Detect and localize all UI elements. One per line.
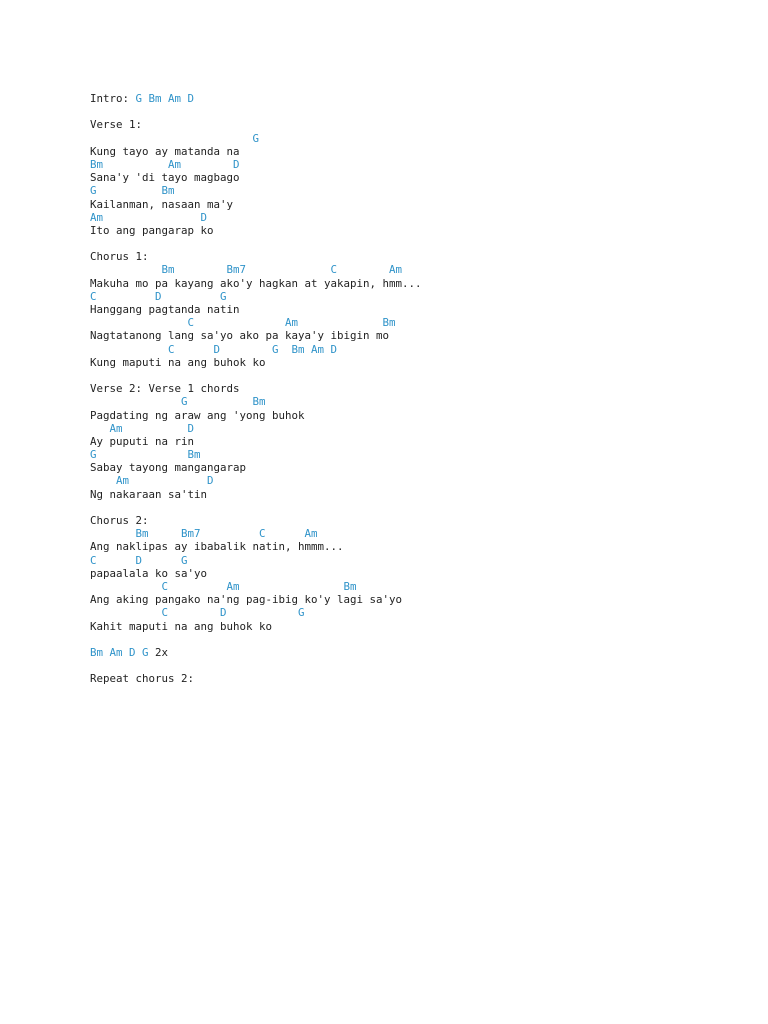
lyric-text: Verse 2: Verse 1 chords — [90, 382, 240, 396]
chord-text: Bm Am D G — [90, 645, 149, 659]
chord-line — [90, 474, 750, 487]
chord-line — [90, 132, 750, 145]
chord-text: C D G — [90, 553, 188, 567]
lyric-text: Verse 1: — [90, 118, 143, 132]
lyric-text: 2x — [148, 645, 169, 659]
lyric-line — [90, 250, 750, 263]
lyric-text: Hanggang pagtanda natin — [90, 303, 240, 316]
lyric-text: Nagtatanong lang sa'yo ako pa kaya'y ibigin mo — [90, 329, 390, 343]
blank-line — [90, 237, 750, 250]
lyric-text: Sabay tayong mangangarap — [90, 461, 247, 475]
lyric-line — [90, 145, 750, 158]
chord-text: C Am Bm — [90, 316, 396, 330]
lyric-text: Kung maputi na ang buhok ko — [90, 355, 266, 369]
lyric-line — [90, 277, 750, 290]
chord-text: C D G Bm Am D — [90, 342, 338, 356]
lyric-line — [90, 620, 750, 633]
lyric-line — [90, 118, 750, 131]
lyric-text: Kailanman, nasaan ma'y — [90, 197, 234, 211]
lyric-text: Ang aking pangako na'ng pag-ibig ko'y lagi sa'yo — [90, 593, 403, 607]
chord-line — [90, 343, 750, 356]
lyric-line — [90, 224, 750, 237]
chord-text: G — [90, 131, 260, 145]
blank-line — [90, 369, 750, 382]
lyric-line — [90, 171, 750, 184]
chord-line — [90, 263, 750, 276]
lyric-line — [90, 672, 750, 685]
chord-line — [90, 395, 750, 408]
lyric-line — [90, 329, 750, 342]
lyric-line — [90, 409, 750, 422]
lyric-line — [90, 382, 750, 395]
lyric-line — [90, 356, 750, 369]
blank-line — [90, 633, 750, 646]
lyric-line — [90, 198, 750, 211]
lyric-text: Ang naklipas ay ibabalik natin, hmmm... — [90, 540, 344, 554]
chord-line — [90, 290, 750, 303]
lyric-text: Kahit maputi na ang buhok ko — [90, 619, 273, 633]
chord-sheet — [90, 92, 750, 685]
chord-line — [90, 422, 750, 435]
lyric-line — [90, 514, 750, 527]
chord-text: C D G — [90, 289, 227, 303]
chord-line — [90, 527, 750, 540]
lyric-line — [90, 593, 750, 606]
lyric-line — [90, 488, 750, 501]
chord-line — [90, 211, 750, 224]
lyric-line — [90, 540, 750, 553]
chord-text: C Am Bm — [90, 579, 357, 593]
chord-text: Am D — [90, 210, 208, 224]
chord-line — [90, 316, 750, 329]
chord-text: Am D — [90, 421, 195, 435]
lyric-line — [90, 646, 750, 659]
chord-line — [90, 184, 750, 197]
lyric-text: Chorus 1: — [90, 250, 149, 264]
chord-line — [90, 158, 750, 171]
chord-line — [90, 554, 750, 567]
chord-text: G Bm — [90, 184, 175, 198]
chord-text: Am D — [90, 474, 214, 488]
lyric-text: Makuha mo pa kayang ako'y hagkan at yakapin, hmm... — [90, 276, 422, 290]
lyric-line — [90, 303, 750, 316]
lyric-text: Ay puputi na rin — [90, 434, 195, 448]
lyric-line — [90, 435, 750, 448]
lyric-line — [90, 92, 750, 105]
lyric-text: Ng nakaraan sa'tin — [90, 487, 208, 501]
chord-text: G Bm — [90, 448, 201, 462]
chord-line — [90, 606, 750, 619]
lyric-line — [90, 461, 750, 474]
lyric-text: Repeat chorus 2: — [90, 672, 195, 686]
chord-text: Bm Bm7 C Am — [90, 527, 318, 541]
blank-line — [90, 501, 750, 514]
chord-text: Bm Am D — [90, 157, 240, 171]
chord-text: G Bm Am D — [135, 92, 195, 105]
chord-text: Bm Bm7 C Am — [90, 263, 403, 277]
chord-line — [90, 580, 750, 593]
lyric-text: papaalala ko sa'yo — [90, 566, 208, 580]
blank-line — [90, 659, 750, 672]
lyric-line — [90, 567, 750, 580]
lyric-text: Sana'y 'di tayo magbago — [90, 171, 240, 185]
blank-line — [90, 105, 750, 118]
lyric-text: Kung tayo ay matanda na — [90, 144, 240, 158]
lyric-text: Chorus 2: — [90, 514, 149, 527]
chord-text: G Bm — [90, 395, 266, 409]
lyric-text: Ito ang pangarap ko — [90, 223, 214, 237]
chord-text: C D G — [90, 606, 305, 620]
chord-line — [90, 448, 750, 461]
lyric-text: Pagdating ng araw ang 'yong buhok — [90, 408, 305, 422]
lyric-text: Intro: — [90, 92, 136, 105]
